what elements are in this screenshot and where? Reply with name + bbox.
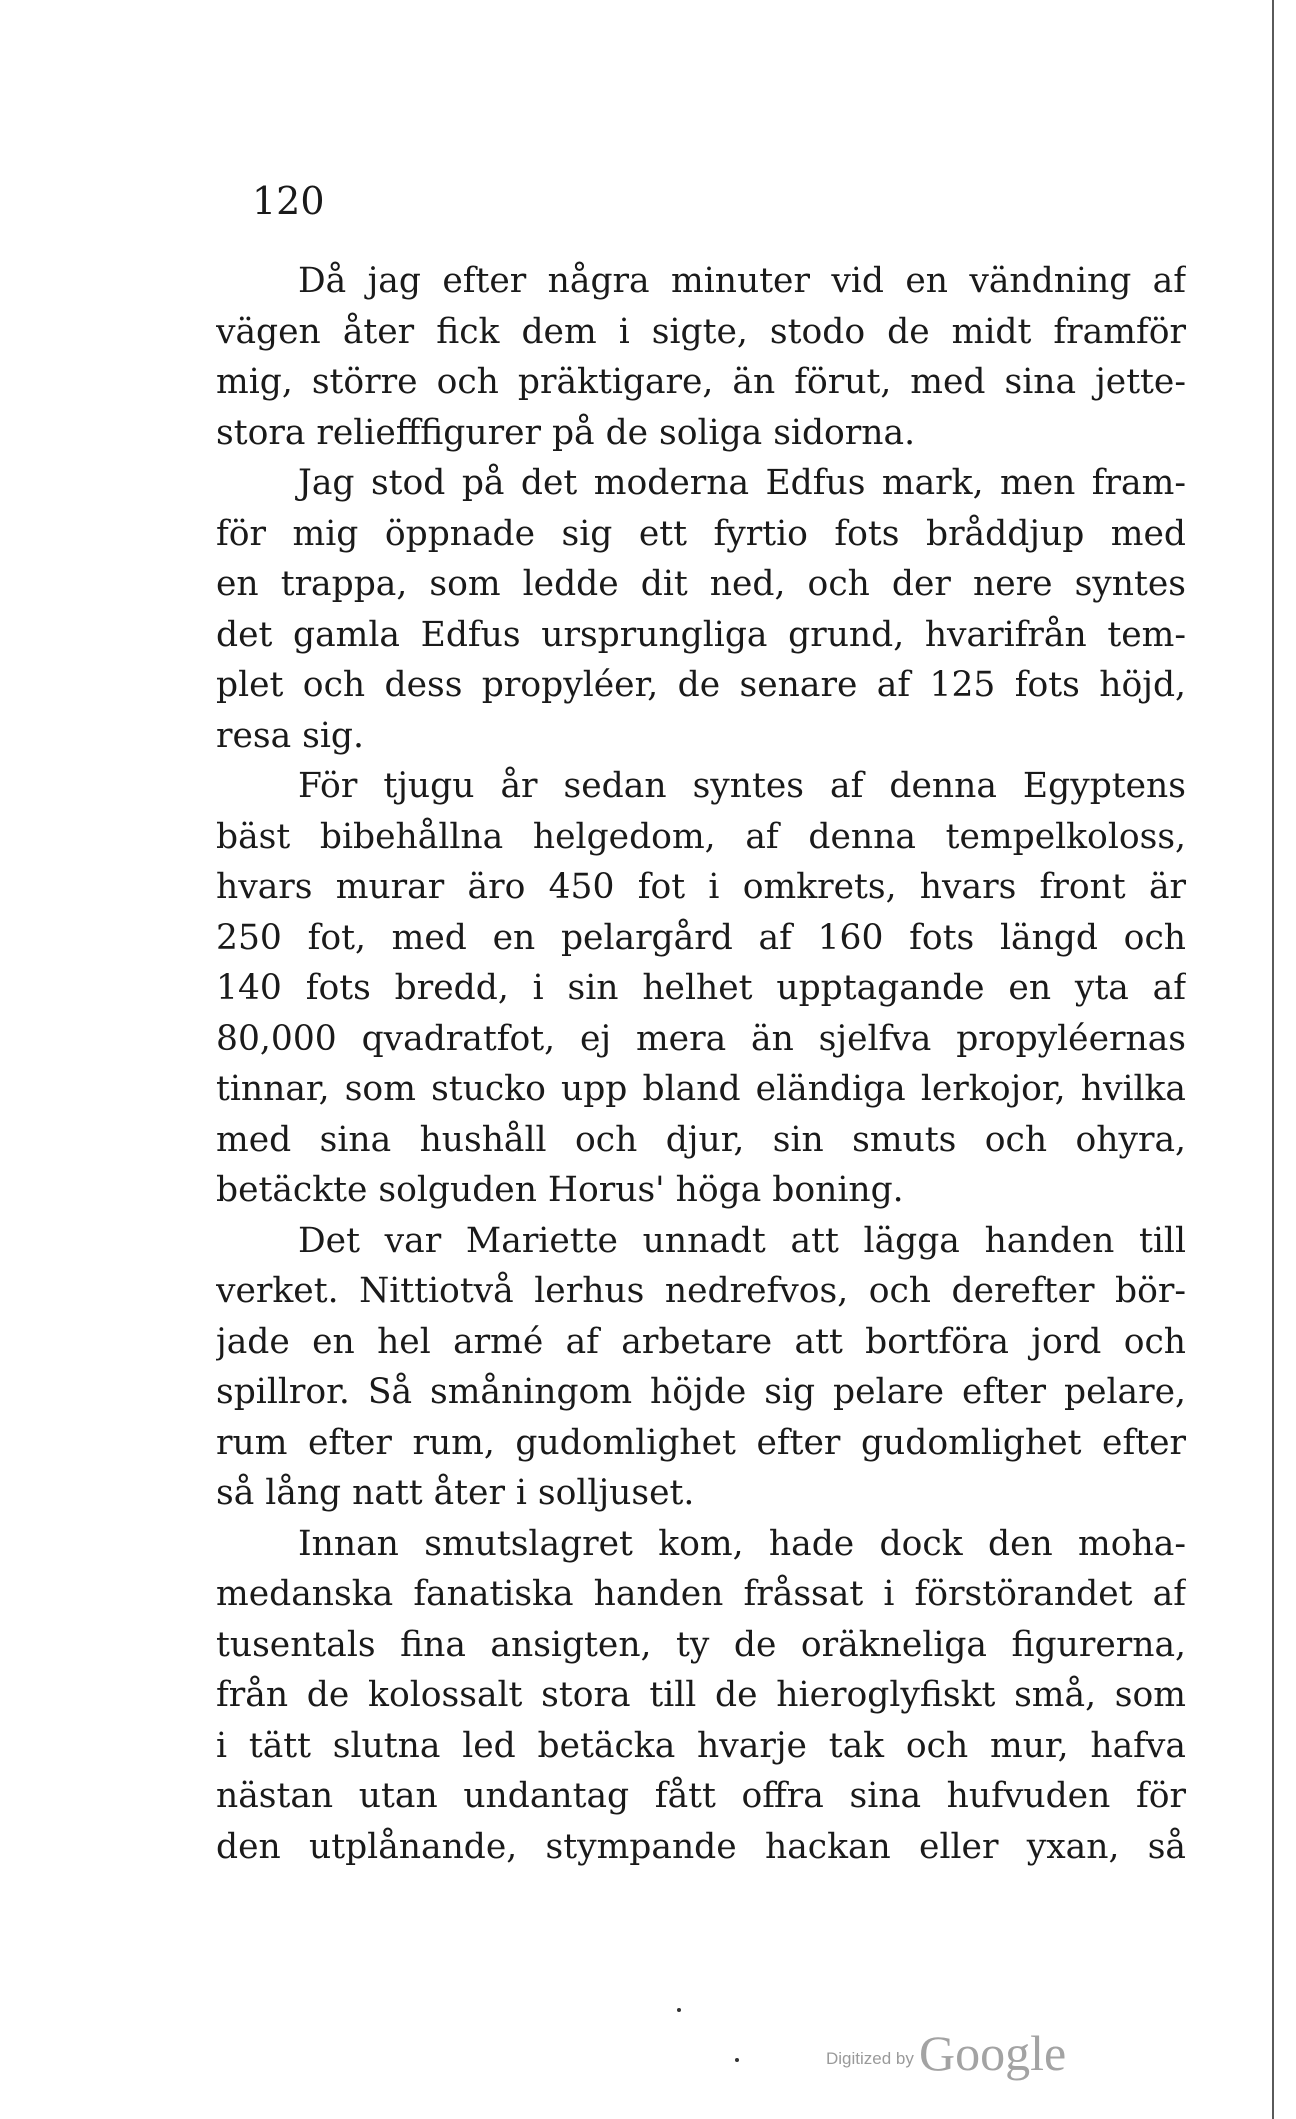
- text-line: För tjugu år sedan syntes af denna Egyptens: [298, 766, 1186, 806]
- text-line: mig, större och präktigare, än förut, med sina jette-: [216, 362, 1186, 402]
- text-line: en trappa, som ledde dit ned, och der nere syntes: [216, 564, 1186, 604]
- watermark-prefix: Digitized by: [826, 2049, 914, 2068]
- watermark: [826, 2024, 1066, 2082]
- page-number: 120: [252, 179, 325, 223]
- text-line: från de kolossalt stora till de hieroglyfiskt små, som: [216, 1675, 1186, 1715]
- text-line: rum efter rum, gudomlighet efter gudomlighet efter: [216, 1422, 1186, 1463]
- body-text: [216, 256, 1186, 1872]
- text-line: 250 fot, med en pelargård af 160 fots längd och: [216, 917, 1186, 958]
- text-line: 140 fots bredd, i sin helhet upptagande en yta af: [216, 968, 1186, 1008]
- text-line: så lång natt åter i solljuset.: [216, 1473, 695, 1513]
- text-line: verket. Nittiotvå lerhus nedrefvos, och derefter bör-: [216, 1271, 1186, 1311]
- text-line: Innan smutslagret kom, hade dock den moha-: [298, 1523, 1186, 1564]
- text-line: medanska fanatiska handen fråssat i förstörandet af: [216, 1574, 1186, 1614]
- text-line: stora reliefffigurer på de soliga sidorna.: [216, 412, 916, 453]
- text-line: hvars murar äro 450 fot i omkrets, hvars front är: [216, 867, 1186, 907]
- text-line: bäst bibehållna helgedom, af denna tempelkoloss,: [216, 816, 1186, 857]
- text-line: Då jag efter några minuter vid en vändning af: [298, 261, 1186, 301]
- text-line: 80,000 qvadratfot, ej mera än sjelfva propyléernas: [216, 1018, 1186, 1059]
- text-line: spillror. Så småningom höjde sig pelare efter pelare,: [216, 1372, 1186, 1412]
- text-line: i tätt slutna led betäcka hvarje tak och mur, hafva: [216, 1725, 1186, 1766]
- text-line: det gamla Edfus ursprungliga grund, hvarifrån tem-: [216, 614, 1186, 655]
- text-line: Det var Mariette unnadt att lägga handen till: [298, 1220, 1186, 1261]
- text-line: jade en hel armé af arbetare att bortföra jord och: [216, 1321, 1186, 1362]
- text-line: nästan utan undantag fått offra sina hufvuden för: [216, 1776, 1186, 1816]
- text-line: resa sig.: [216, 715, 364, 756]
- text-line: betäckte solguden Horus' höga boning.: [216, 1170, 904, 1210]
- text-line: den utplånande, stympande hackan eller yxan, så: [216, 1826, 1186, 1867]
- text-line: tusentals fina ansigten, ty de oräkneliga figurerna,: [216, 1624, 1186, 1665]
- text-line: med sina hushåll och djur, sin smuts och ohyra,: [216, 1119, 1186, 1160]
- ink-speck: [735, 2058, 739, 2062]
- text-line: för mig öppnade sig ett fyrtio fots bråddjup med: [216, 513, 1186, 554]
- watermark-brand: Google: [918, 2025, 1067, 2081]
- text-line: plet och dess propyléer, de senare af 125 fots höjd,: [216, 665, 1186, 705]
- text-line: tinnar, som stucko upp bland eländiga lerkojor, hvilka: [216, 1069, 1186, 1109]
- ink-speck: [677, 2008, 681, 2012]
- text-line: vägen åter fick dem i sigte, stodo de midt framför: [216, 311, 1186, 352]
- page-edge: [1272, 0, 1274, 2119]
- text-line: Jag stod på det moderna Edfus mark, men fram-: [298, 463, 1186, 503]
